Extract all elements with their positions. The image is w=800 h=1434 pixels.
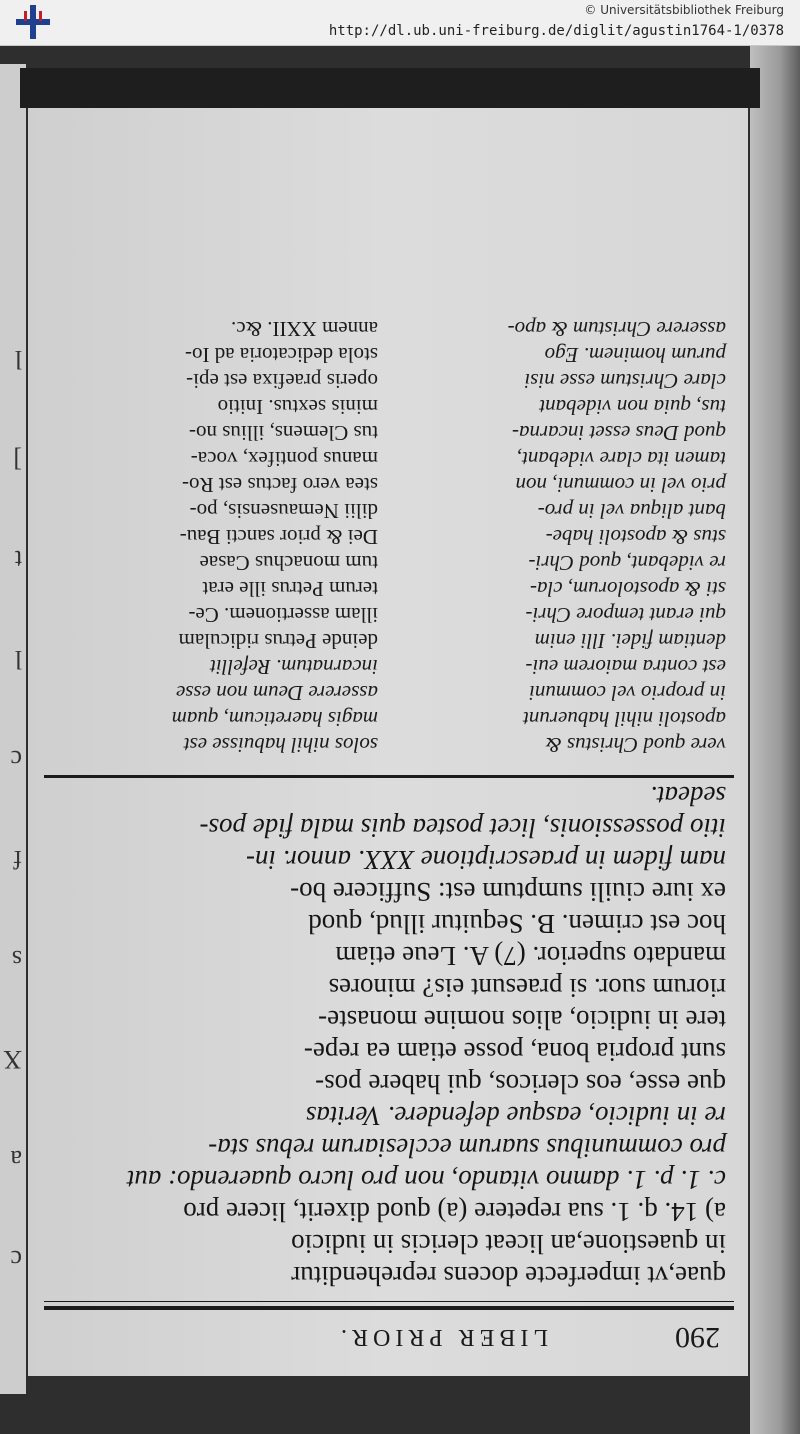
footnote-line: annem XXII. &c.	[231, 317, 378, 341]
footnote-line: quod Deus esset incarna-	[511, 421, 726, 445]
footnote-line: asserere Deum non esse	[176, 681, 378, 705]
text-line: re in iudicio, easque defendere. Veritas	[305, 1101, 726, 1131]
footnote-line: stola dedicatoria ad Io-	[185, 343, 378, 367]
footnote-line: illam assertionem. Ce-	[188, 603, 378, 627]
header-rule-thin	[44, 1301, 734, 1302]
footnote-line: asserere Christum & apo-	[507, 317, 726, 341]
text-line: in quaestione,an liceat clericis in iudicio	[291, 1229, 726, 1259]
library-credit: © Universitätsbibliothek Freiburg	[584, 3, 784, 17]
book-page	[28, 108, 748, 1376]
text-line: hoc est crimen. B. Sequitur illud, quod	[308, 909, 726, 939]
text-line: c. 1. p. 1. damno vitando, non pro lucro quaerendo: aut	[126, 1165, 726, 1195]
text-line: itio possessionis, licet postea quis mala fide pos-	[199, 813, 726, 843]
footnote-line: vere quod Christus &	[545, 733, 726, 757]
footnote-line: tus, quia non videbant	[539, 395, 726, 419]
footnote-line: qui erant tempore Chri-	[525, 603, 726, 627]
footnote-line: minis sextus. Initio	[217, 395, 378, 419]
main-text-block	[46, 780, 726, 1292]
footnote-line: dentiam fidei. Illi enim	[534, 629, 726, 653]
footnote-line: Dei & prior sancti Bau-	[179, 525, 378, 549]
text-line: sunt propria bona, posse etiam ea repe-	[303, 1037, 726, 1067]
footnote-line: in proprio vel communi	[529, 681, 726, 705]
running-head	[48, 1314, 728, 1354]
text-line: quae,vt imperfecte docens reprehenditur	[291, 1261, 726, 1291]
book-cover-edge	[20, 68, 760, 108]
footnote-line: magis haereticum, quam	[171, 707, 378, 731]
scanned-book-image	[0, 46, 800, 1434]
footnote-line: operis praefixa est epi-	[186, 369, 378, 393]
footnote-line: apostoli nihil habuerunt	[522, 707, 726, 731]
footnote-column-left	[391, 316, 726, 758]
text-line: mandato superior. (7) A. Leue etiam	[335, 941, 726, 971]
text-line: riorum suor. si praesunt eis? minores	[328, 973, 726, 1003]
text-line: a) 14. q. 1. sua repetere (a) quod dixerit, licere pro	[183, 1197, 726, 1227]
footnote-line: stea vero factus est Ro-	[182, 473, 378, 497]
text-line: pro communibus suarum ecclesiarum rebus sta-	[208, 1133, 726, 1163]
footnote-column-right	[43, 316, 378, 758]
page-number: 290	[675, 1321, 720, 1354]
footnote-line: bant aliqua vel in pro-	[537, 499, 726, 523]
facing-page-fragment: c a X s f c l t ] l	[0, 64, 26, 1394]
footnote-line: re videbant, quod Chri-	[528, 551, 726, 575]
footnote-line: purum hominem. Ego	[544, 343, 726, 367]
footnote-line: deinde Petrus ridiculam	[178, 629, 378, 653]
footnote-line: solos nihil habuisse est	[183, 733, 378, 757]
footnote-line: clare Christum esse nisi	[524, 369, 726, 393]
footnote-line: dilii Nemausensis, po-	[189, 499, 378, 523]
footnote-line: tus Clemens, illius no-	[189, 421, 378, 445]
header-rule	[44, 1306, 734, 1310]
permalink-url[interactable]: http://dl.ub.uni-freiburg.de/diglit/agustin1764-1/0378	[328, 23, 784, 39]
footnote-line: est contra maiorem eui-	[525, 655, 726, 679]
text-line: tere in iudicio, alios nomine monaste-	[318, 1005, 726, 1035]
footnote-line: tum monachus Casae	[199, 551, 378, 575]
text-line: ex iure ciuili sumptum est: Sufficere bo-	[290, 877, 726, 907]
footnote-line: incarnatum. Refellit	[210, 655, 378, 679]
text-line: sedeat.	[650, 781, 726, 811]
book-spine-edge	[750, 46, 800, 1434]
text-line: que esse, eos clericos, qui habere pos-	[315, 1069, 726, 1099]
footnote-rule	[44, 775, 734, 778]
viewer-header	[0, 0, 800, 46]
footnote-line: manus pontifex, voca-	[190, 447, 378, 471]
footnote-line: terum Petrus ille erat	[202, 577, 378, 601]
footnote-line: prio vel in communi, non	[515, 473, 726, 497]
text-line: nam fidem in praescriptione XXX. annor. in-	[246, 845, 726, 875]
footnote-line: stus & apostoli habe-	[545, 525, 726, 549]
footnote-line: tamen ita clare videbant,	[516, 447, 726, 471]
university-logo-icon	[16, 5, 50, 39]
footnote-line: sti & apostolorum, cla-	[529, 577, 726, 601]
running-title: LIBER PRIOR.	[335, 1324, 548, 1350]
